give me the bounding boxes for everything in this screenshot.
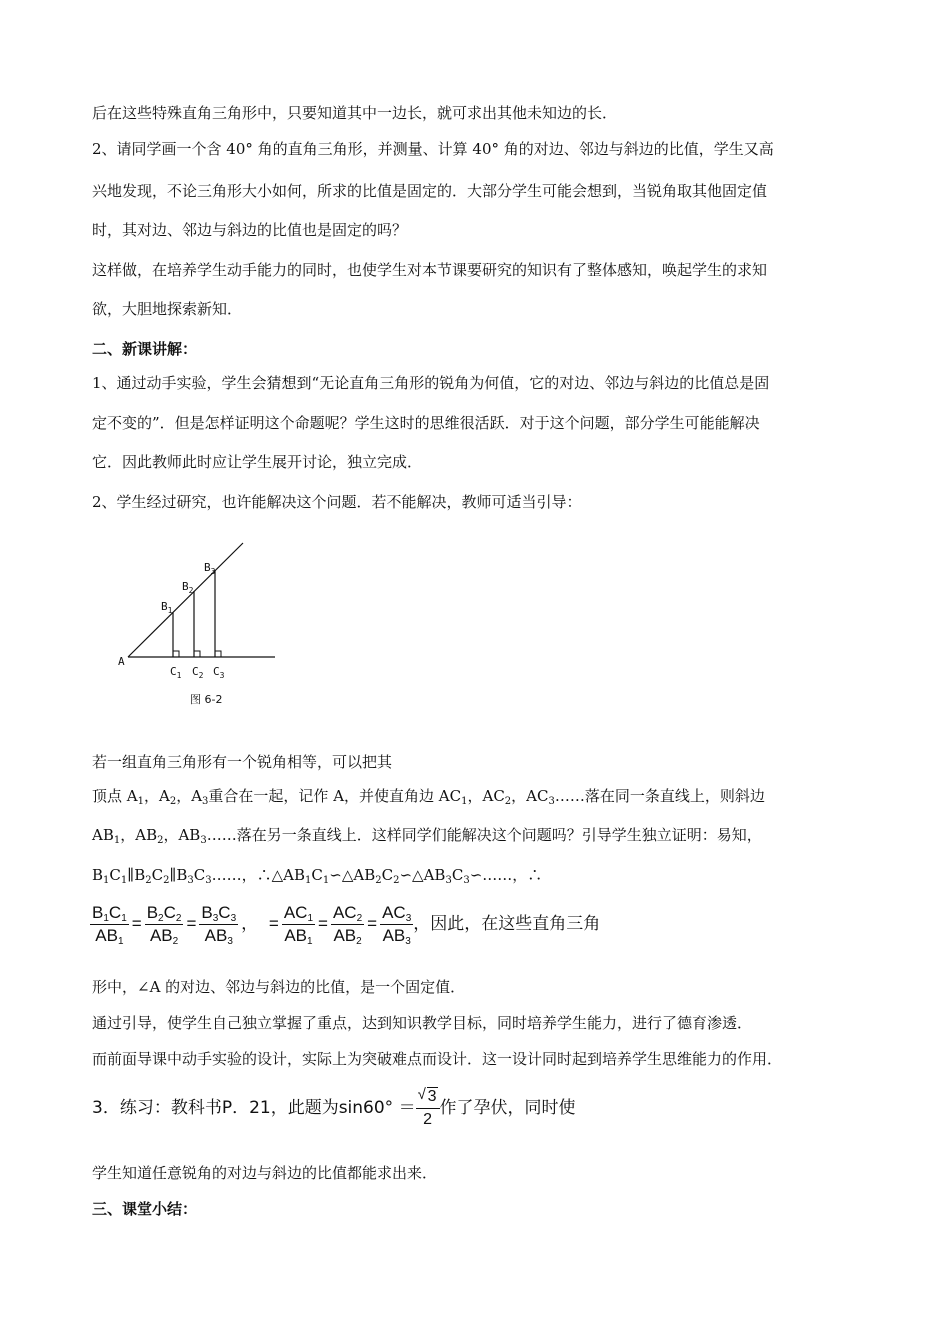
figure-caption: 图 6-2: [190, 693, 223, 706]
label-C1: $C_1$: [170, 665, 182, 680]
ratio-equation: $\frac{B_1C_1}{AB_1}$ = $\frac{B_2C_2}{AB_2}$ = $\frac{B_3C_3}{AB_3}$ ， = $\frac{AC_1}{AB_1}$ = $\frac{AC_2}{AB_2}$ = $\frac{AC_3}{AB_3}$ ，因此，在这些直角三角: [92, 902, 601, 947]
fraction: $\frac{AC_1}{AB_1}$: [283, 902, 314, 947]
sqrt-fraction: √ 3 2: [416, 1087, 440, 1130]
right-angle-mark: [173, 651, 179, 657]
label-B3: $B_3$: [204, 561, 216, 576]
fraction: $\frac{B_2C_2}{AB_2}$: [146, 902, 182, 947]
label-B2: $B_2$: [182, 580, 194, 595]
paragraph-line: 1、通过动手实验，学生会猜想到“无论直角三角形的锐角为何值，它的对边、邻边与斜边的比值总是固: [92, 374, 770, 392]
fraction: $\frac{B_1C_1}{AB_1}$: [92, 902, 127, 947]
paragraph-line: 学生知道任意锐角的对边与斜边的比值都能求出来．: [92, 1164, 438, 1182]
paragraph-line: 而前面导课中动手实验的设计，实际上为突破难点而设计．这一设计同时起到培养学生思维能力的作用．: [92, 1050, 783, 1068]
label-C2: $C_2$: [192, 665, 204, 680]
paragraph-line: 若一组直角三角形有一个锐角相等，可以把其: [92, 753, 393, 771]
section-heading: 二、新课讲解：: [92, 340, 198, 358]
paragraph-line: 兴地发现，不论三角形大小如何，所求的比值是固定的．大部分学生可能会想到，当锐角取其他固定值: [92, 182, 768, 200]
right-angle-mark: [194, 651, 200, 657]
paragraph-line: $B_1C_1\parallel B_2C_2\parallel B_3C_3\dots\dots$，$\therefore\triangle AB_1C_1∽\triangle AB_2C_2∽\triangle AB_3C_3∽\dots\dots$，∴: [92, 866, 543, 886]
paragraph-line: 定不变的”．但是怎样证明这个命题呢？学生这时的思维很活跃．对于这个问题，部分学生可能能解决: [92, 414, 760, 432]
paragraph-line: 这样做，在培养学生动手能力的同时，也使学生对本节课要研究的知识有了整体感知，唤起学生的求知: [92, 261, 768, 279]
similar-triangles-figure: [110, 535, 290, 715]
right-angle-mark: [215, 651, 221, 657]
paragraph-line: 通过引导，使学生自己独立掌握了重点，达到知识教学目标，同时培养学生能力，进行了德育渗透．: [92, 1014, 753, 1032]
fraction: $\frac{B_3C_3}{AB_3}$: [201, 902, 237, 947]
paragraph-line: 顶点 $A_1$，$A_2$，$A_3$重合在一起，记作 A，并使直角边 $AC_1$，$AC_2$，$AC_3\dots\dots$落在同一条直线上，则斜边: [92, 787, 765, 807]
hypotenuse-line: [128, 543, 243, 657]
paragraph-line: 2、请同学画一个含 40° 角的直角三角形，并测量、计算 40° 角的对边、邻边与斜边的比值，学生又高: [92, 140, 774, 158]
label-A: A: [118, 655, 125, 668]
fraction: $\frac{AC_3}{AB_3}$: [382, 902, 412, 947]
paragraph-line: 后在这些特殊直角三角形中，只要知道其中一边长，就可求出其他未知边的长．: [92, 104, 618, 122]
paragraph-line: 形中，∠A 的对边、邻边与斜边的比值，是一个固定值．: [92, 978, 466, 996]
paragraph-line: 时，其对边、邻边与斜边的比值也是固定的吗？: [92, 221, 408, 239]
paragraph-line: $AB_1$，$AB_2$，$AB_3\dots\dots$落在另一条直线上．这样同学们能解决这个问题吗？引导学生独立证明：易知，: [92, 826, 762, 846]
section-heading: 三、课堂小结：: [92, 1200, 198, 1218]
paragraph-line: 2、学生经过研究，也许能解决这个问题．若不能解决，教师可适当引导：: [92, 493, 582, 511]
paragraph-line: 它．因此教师此时应让学生展开讨论，独立完成．: [92, 453, 423, 471]
label-B1: $B_1$: [161, 600, 173, 615]
paragraph-line: 欲，大胆地探索新知．: [92, 300, 243, 318]
label-C3: $C_3$: [213, 665, 225, 680]
fraction: $\frac{AC_2}{AB_2}$: [332, 902, 363, 947]
practice-line: 3．练习：教科书P．21，此题为sin60° ＝ √ 3 2 作了孕伏，同时使: [92, 1085, 576, 1128]
